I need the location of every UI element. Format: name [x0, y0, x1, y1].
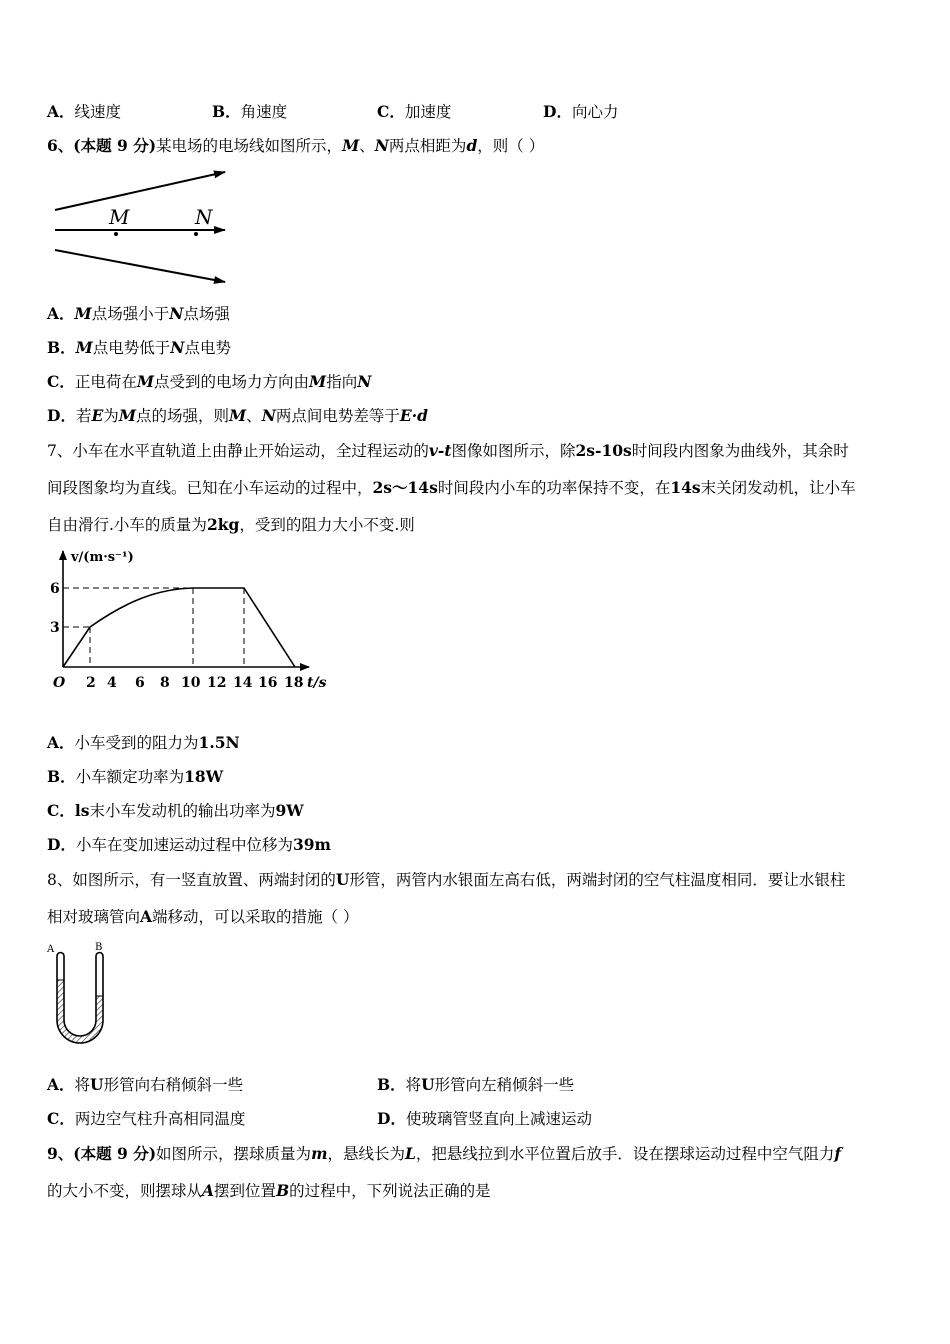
point-m-dot — [114, 232, 118, 236]
electric-field-figure — [47, 164, 237, 288]
x-tick-8: 8 — [160, 675, 170, 691]
q7-option-d: D．小车在变加速运动过程中位移为39m — [47, 835, 331, 854]
q6-option-d: D．若E为M点的场强，则M、N两点间电势差等于E·d — [47, 406, 428, 425]
q8-option-d: D．使玻璃管竖直向上减速运动 — [377, 1109, 592, 1128]
q8-option-a: A．将U形管向右稍倾斜一些 — [47, 1075, 244, 1094]
q5-option-b: B．角速度 — [212, 102, 288, 121]
q7-stem-line2: 间段图象均为直线。已知在小车运动的过程中，2s～14s时间段内小车的功率保持不变，在14s末关闭发动机，让小车 — [47, 478, 856, 497]
x-tick-10: 10 — [181, 675, 201, 691]
point-n-dot — [194, 232, 198, 236]
field-line-bottom — [55, 250, 225, 282]
q7-option-a: A．小车受到的阻力为1.5N — [47, 733, 240, 752]
q8-stem-line2: 相对玻璃管向A端移动，可以采取的措施（ ） — [47, 907, 359, 926]
x-tick-16: 16 — [258, 675, 278, 691]
x-axis-label: t/s — [307, 675, 327, 691]
y-axis-label: v/(m·s⁻¹) — [71, 550, 134, 565]
q6-option-c: C．正电荷在M点受到的电场力方向由M指向N — [47, 372, 372, 391]
q9-stem-line2: 的大小不变，则摆球从A摆到位置B的过程中，下列说法正确的是 — [47, 1181, 491, 1200]
origin-label: O — [53, 675, 66, 691]
x-tick-6: 6 — [135, 675, 145, 691]
q5-option-a: A．线速度 — [47, 102, 122, 121]
point-m-label: M — [109, 205, 130, 229]
x-tick-4: 4 — [107, 675, 117, 691]
q7-stem-line3: 自由滑行.小车的质量为2kg，受到的阻力大小不变.则 — [47, 515, 415, 534]
y-tick-3: 3 — [50, 620, 60, 636]
x-tick-2: 2 — [86, 675, 96, 691]
vt-graph — [47, 543, 337, 695]
q6-stem: 6、(本题 9 分)某电场的电场线如图所示，M、N两点相距为d，则（ ） — [47, 136, 545, 155]
q5-option-c: C．加速度 — [377, 102, 452, 121]
y-tick-6: 6 — [50, 581, 60, 597]
u-tube-figure — [44, 938, 116, 1050]
q7-option-c: C．ls末小车发动机的输出功率为9W — [47, 801, 304, 820]
q7-option-b: B．小车额定功率为18W — [47, 767, 224, 786]
vt-curve — [63, 588, 295, 667]
point-n-label: N — [195, 205, 213, 229]
q8-stem-line1: 8、如图所示，有一竖直放置、两端封闭的U形管，两管内水银面左高右低，两端封闭的空气柱温度相同．要让水银柱 — [47, 870, 846, 889]
tube-end-a-label: A — [47, 944, 55, 955]
q6-option-a: A．M点场强小于N点场强 — [47, 304, 230, 323]
q9-stem-line1: 9、(本题 9 分)如图所示，摆球质量为m，悬线长为L，把悬线拉到水平位置后放手．设在摆球运动过程中空气阻力f — [47, 1144, 842, 1163]
q8-option-c: C．两边空气柱升高相同温度 — [47, 1109, 246, 1128]
q7-stem-line1: 7、小车在水平直轨道上由静止开始运动，全过程运动的v-t图像如图所示，除2s-10s时间段内图象为曲线外，其余时 — [47, 441, 849, 460]
tube-end-b-label: B — [95, 942, 103, 953]
q5-option-d: D．向心力 — [543, 102, 619, 121]
x-tick-12: 12 — [207, 675, 227, 691]
q6-option-b: B．M点电势低于N点电势 — [47, 338, 231, 357]
x-tick-18: 18 — [284, 675, 304, 691]
x-tick-14: 14 — [233, 675, 253, 691]
q8-option-b: B．将U形管向左稍倾斜一些 — [377, 1075, 575, 1094]
